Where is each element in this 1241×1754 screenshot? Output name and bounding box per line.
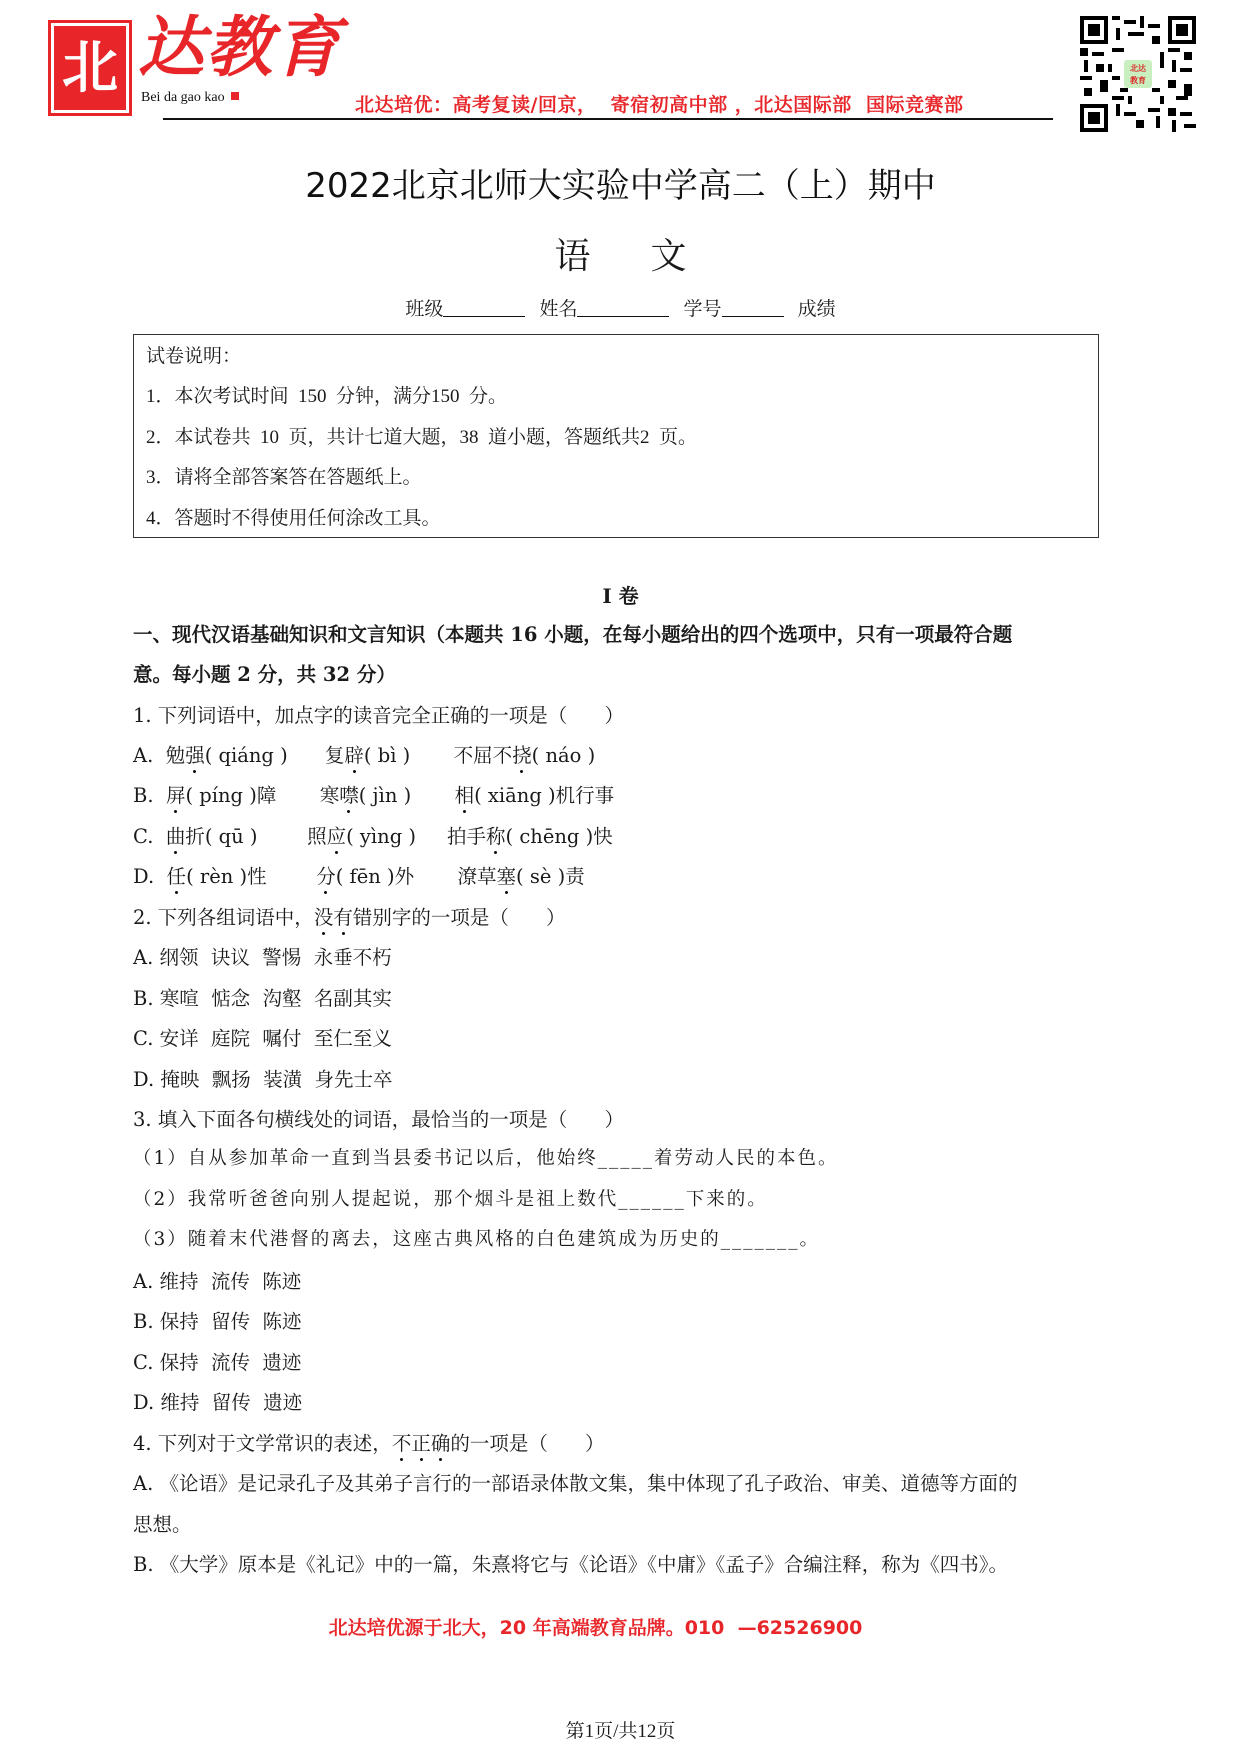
text-segment: B. (133, 784, 166, 807)
class-label: 班级 (405, 298, 444, 320)
question-2-option-d[interactable]: D. 掩映 飘扬 装潢 身先士卒 (133, 1068, 393, 1091)
question-1-option-c[interactable] (133, 821, 613, 849)
exam-instructions-box (133, 334, 1099, 538)
question-4-option-b[interactable]: B. 《大学》原本是《礼记》中的一篇，朱熹将它与《论语》《中庸》《孟子》合编注释，称为《四书》。 (133, 1553, 1008, 1576)
header-slogan: 北达培优：高考复读/回京， 寄宿初高中部 ，北达国际部 国际竞赛部 (355, 94, 964, 116)
red-square-icon (231, 92, 239, 100)
question-3-option-d[interactable]: D. 维持 留传 遗迹 (133, 1391, 303, 1414)
text-segment: 不 (392, 1428, 412, 1456)
text-segment: 折( qū ) 照 (185, 825, 327, 848)
dotted-char: 分 (316, 861, 336, 889)
text-segment: 错别字的一项是（ ） (352, 906, 566, 929)
logo-text: 达教育 (138, 8, 342, 86)
student-info-row (0, 294, 1241, 321)
question-3-sentence-1: （1）自从参加革命一直到当县委书记以后，他始终_____着劳动人民的本色。 (133, 1148, 839, 1169)
name-blank[interactable] (577, 298, 669, 317)
logo-seal (48, 20, 132, 116)
dotted-char: 相 (455, 780, 475, 808)
question-4-option-a[interactable]: A. 《论语》是记录孔子及其弟子言行的一部语录体散文集，集中体现了孔子政治、审美、道德等方面的 (133, 1472, 1018, 1495)
question-4-stem (133, 1428, 605, 1456)
subject-title: 语文 (554, 236, 747, 277)
dotted-char: 塞 (497, 861, 517, 889)
question-1-option-b[interactable] (133, 780, 614, 808)
text-segment: D. (133, 865, 167, 888)
question-2-option-a[interactable]: A. 纲领 诀议 警惕 永垂不朽 (133, 946, 392, 969)
score-label: 成绩 (797, 298, 836, 320)
text-segment: 4. 下列对于文学常识的表述， (133, 1432, 392, 1455)
header-divider (163, 118, 1053, 120)
instruction-item: 3．请将全部答案答在答题纸上。 (146, 467, 422, 488)
dotted-char: 任 (167, 861, 187, 889)
text-segment: ( rèn )性 (186, 865, 317, 888)
text-segment: ( sè )责 (516, 865, 585, 888)
text-segment: ( yìng ) 拍手 (346, 825, 487, 848)
qr-badge-line2: 教育 (1130, 75, 1146, 85)
text-segment: ( chēng )快 (505, 825, 613, 848)
student-id-label: 学号 (683, 298, 722, 320)
text-segment: ( qiáng ) 复 (204, 744, 345, 767)
text-segment: ( xiāng )机行事 (474, 784, 615, 807)
dotted-emphasis (392, 1432, 451, 1455)
footer-slogan: 北达培优源于北大，20 年高端教育品牌。010 —62526900 (328, 1617, 863, 1639)
text-segment: C. (133, 825, 166, 848)
dotted-emphasis (314, 906, 353, 929)
text-segment: ( bì ) 不屈不 (363, 744, 513, 767)
dotted-char: 辟 (344, 740, 364, 768)
dotted-char: 曲 (166, 821, 186, 849)
question-3-sentence-2: （2）我常听爸爸向别人提起说，那个烟斗是祖上数代______下来的。 (133, 1189, 768, 1210)
class-blank[interactable] (443, 298, 525, 317)
text-segment: 确 (431, 1428, 451, 1456)
dotted-char: 强 (185, 740, 205, 768)
logo-subtitle (141, 90, 239, 106)
text-segment: ( náo ) (531, 744, 596, 767)
question-3-option-c[interactable]: C. 保持 流传 遗迹 (133, 1351, 302, 1374)
exam-title: 2022北京北师大实验中学高二（上）期中 (305, 166, 936, 206)
question-3-option-a[interactable]: A. 维持 流传 陈迹 (133, 1270, 302, 1293)
question-2-stem (133, 902, 566, 930)
question-1-option-d[interactable] (133, 861, 585, 889)
question-3-stem: 3. 填入下面各句横线处的词语，最恰当的一项是（ ） (133, 1108, 624, 1131)
text-segment: ( jìn ) (358, 784, 455, 807)
name-label: 姓名 (539, 298, 578, 320)
section-heading-line1: 一、现代汉语基础知识和文言知识（本题共 16 小题，在每小题给出的四个选项中，只有一项最符合题 (133, 623, 1013, 646)
instruction-item: 2．本试卷共 10 页，共计七道大题，38 道小题，答题纸共2 页。 (146, 427, 698, 448)
dotted-char: 屏 (166, 780, 186, 808)
question-2-option-c[interactable]: C. 安详 庭院 嘱付 至仁至义 (133, 1027, 392, 1050)
text-segment: ( píng )障 寒 (185, 784, 340, 807)
logo-subtitle-text: Bei da gao kao (141, 90, 225, 105)
dotted-char: 噤 (339, 780, 359, 808)
question-3-option-b[interactable]: B. 保持 留传 陈迹 (133, 1310, 302, 1333)
section-heading-line2: 意。每小题 2 分，共 32 分） (133, 663, 396, 686)
qr-center-logo (1124, 60, 1152, 88)
instruction-item: 1．本次考试时间 150 分钟，满分150 分。 (146, 386, 508, 407)
text-segment: 有 (333, 902, 353, 930)
text-segment: 的一项是（ ） (450, 1432, 605, 1455)
dotted-char: 应 (327, 821, 347, 849)
text-segment: 正 (411, 1428, 431, 1456)
question-1-stem: 1. 下列词语中，加点字的读音完全正确的一项是（ ） (133, 704, 624, 727)
text-segment: A. 勉 (133, 744, 186, 767)
question-3-sentence-3: （3）随着末代港督的离去，这座古典风格的白色建筑成为历史的_______。 (133, 1229, 821, 1250)
logo-seal-char: 北 (62, 35, 118, 101)
instruction-item: 4．答题时不得使用任何涂改工具。 (146, 508, 441, 529)
question-2-option-b[interactable]: B. 寒喧 惦念 沟壑 名副其实 (133, 987, 392, 1010)
page-number: 第1页/共12页 (565, 1721, 676, 1742)
dotted-char: 称 (486, 821, 506, 849)
qr-code-icon (1080, 16, 1196, 132)
part-label: Ⅰ 卷 (602, 584, 639, 608)
question-1-option-a[interactable] (133, 740, 595, 768)
dotted-char: 挠 (512, 740, 532, 768)
text-segment: 2. 下列各组词语中， (133, 906, 314, 929)
instructions-heading: 试卷说明： (146, 346, 242, 367)
question-4-option-a-continued: 思想。 (133, 1513, 192, 1536)
qr-badge-line1: 北达 (1130, 63, 1146, 73)
text-segment: 没 (314, 902, 334, 930)
student-id-blank[interactable] (722, 298, 784, 317)
text-segment: ( fēn )外 潦草 (335, 865, 497, 888)
